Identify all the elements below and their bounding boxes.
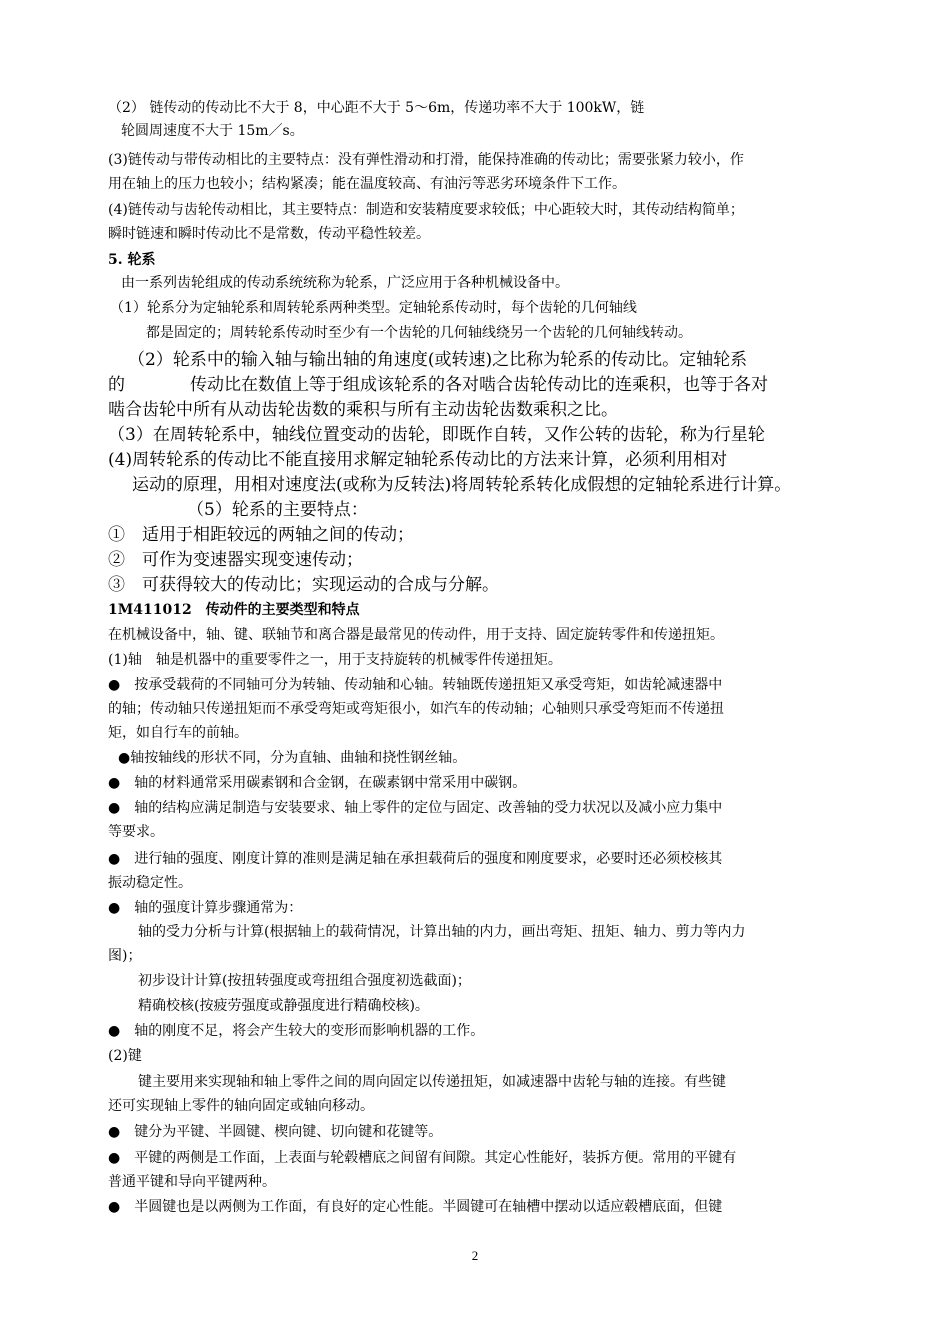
text-line: （3）在周转轮系中，轴线位置变动的齿轮，即既作自转，又作公转的齿轮，称为行星轮 — [108, 425, 765, 445]
text-line: 啮合齿轮中所有从动齿轮齿数的乘积与所有主动齿轮齿数乘积之比。 — [108, 400, 618, 420]
bullet-item: ● 轴的刚度不足，将会产生较大的变形而影响机器的工作。 — [108, 1023, 485, 1039]
section-heading: 5. 轮系 — [108, 252, 156, 268]
text-line: (1)轴 轴是机器中的重要零件之一，用于支持旋转的机械零件传递扭矩。 — [108, 652, 562, 668]
text-line: 键主要用来实现轴和轴上零件之间的周向固定以传递扭矩，如减速器中齿轮与轴的连接。有些键 — [138, 1074, 726, 1090]
text-line: （1）轮系分为定轴轮系和周转轮系两种类型。定轴轮系传动时，每个齿轮的几何轴线 — [110, 300, 637, 316]
bullet-item: ● 按承受载荷的不同轴可分为转轴、传动轴和心轴。转轴既传递扭矩又承受弯矩，如齿轮减速器中 — [108, 677, 723, 693]
text-line: (4)链传动与齿轮传动相比，其主要特点：制造和安装精度要求较低；中心距较大时，其传动结构简单； — [108, 202, 744, 218]
bullet-item: ● 轴的强度计算步骤通常为： — [108, 900, 303, 916]
text-line: 等要求。 — [108, 824, 164, 840]
text-line: 都是固定的；周转轮系传动时至少有一个齿轮的几何轴线绕另一个齿轮的几何轴线转动。 — [146, 325, 692, 341]
text-line: 矩，如自行车的前轴。 — [108, 725, 248, 741]
text-line: 图)； — [108, 948, 142, 964]
text-line: 瞬时链速和瞬时传动比不是常数，传动平稳性较差。 — [108, 226, 430, 242]
text-line: 振动稳定性。 — [108, 875, 192, 891]
text-line: 轴的受力分析与计算(根据轴上的载荷情况，计算出轴的内力，画出弯矩、扭矩、轴力、剪力等内力 — [138, 924, 746, 940]
text-line: （2） 链传动的传动比不大于 8，中心距不大于 5～6m，传递功率不大于 100kW，链 — [108, 100, 645, 116]
text-line: (4)周转轮系的传动比不能直接用求解定轴轮系传动比的方法来计算，必须利用相对 — [108, 450, 728, 470]
text-line: 在机械设备中，轴、键、联轴节和离合器是最常见的传动件，用于支持、固定旋转零件和传递扭矩。 — [108, 627, 724, 643]
list-item: ② 可作为变速器实现变速传动； — [108, 550, 363, 570]
text-line: 精确校核(按疲劳强度或静强度进行精确校核)。 — [138, 998, 429, 1014]
bullet-item: ● 进行轴的强度、刚度计算的准则是满足轴在承担载荷后的强度和刚度要求，必要时还必须校核其 — [108, 851, 723, 867]
section-heading: 1M411012 传动件的主要类型和特点 — [108, 602, 360, 618]
bullet-item: ● 平键的两侧是工作面，上表面与轮毂槽底之间留有间隙。其定心性能好，装拆方便。常用的平键有 — [108, 1150, 737, 1166]
text-line: 初步设计计算(按扭转强度或弯扭组合强度初选截面)； — [138, 973, 471, 989]
text-line: 运动的原理，用相对速度法(或称为反转法)将周转轮系转化成假想的定轴轮系进行计算。 — [132, 475, 792, 495]
text-line: 传动比在数值上等于组成该轮系的各对啮合齿轮传动比的连乘积，也等于各对 — [190, 375, 768, 395]
list-item: ③ 可获得较大的传动比；实现运动的合成与分解。 — [108, 575, 499, 595]
bullet-item: ● 半圆键也是以两侧为工作面，有良好的定心性能。半圆键可在轴槽中摆动以适应毂槽底面，但键 — [108, 1199, 723, 1215]
bullet-item: ●轴按轴线的形状不同，分为直轴、曲轴和挠性钢丝轴。 — [118, 750, 467, 766]
text-line: 用在轴上的压力也较小；结构紧凑；能在温度较高、有油污等恶劣环境条件下工作。 — [108, 176, 626, 192]
text-line: 由一系列齿轮组成的传动系统统称为轮系，广泛应用于各种机械设备中。 — [121, 275, 569, 291]
text-line: 还可实现轴上零件的轴向固定或轴向移动。 — [108, 1098, 374, 1114]
bullet-item: ● 键分为平键、半圆键、楔向键、切向键和花键等。 — [108, 1124, 443, 1140]
text-line: 轮圆周速度不大于 15m／s。 — [121, 123, 304, 139]
text-line: (3)链传动与带传动相比的主要特点：没有弹性滑动和打滑，能保持准确的传动比；需要张紧力较小，作 — [108, 152, 744, 168]
list-item: ① 适用于相距较远的两轴之间的传动； — [108, 525, 414, 545]
text-line: 的轴；传动轴只传递扭矩而不承受弯矩或弯矩很小，如汽车的传动轴；心轴则只承受弯矩而不传递扭 — [108, 701, 724, 717]
text-line: 普通平键和导向平键两种。 — [108, 1174, 276, 1190]
text-line: (2)键 — [108, 1048, 142, 1064]
bullet-item: ● 轴的结构应满足制造与安装要求、轴上零件的定位与固定、改善轴的受力状况以及减小应力集中 — [108, 800, 723, 816]
text-line: （2）轮系中的输入轴与输出轴的角速度(或转速)之比称为轮系的传动比。定轴轮系 — [128, 350, 748, 370]
text-line: （5）轮系的主要特点： — [187, 500, 368, 520]
bullet-item: ● 轴的材料通常采用碳素钢和合金钢，在碳素钢中常采用中碳钢。 — [108, 775, 527, 791]
page-number: 2 — [471, 1248, 479, 1263]
text-line: 的 — [108, 375, 125, 395]
